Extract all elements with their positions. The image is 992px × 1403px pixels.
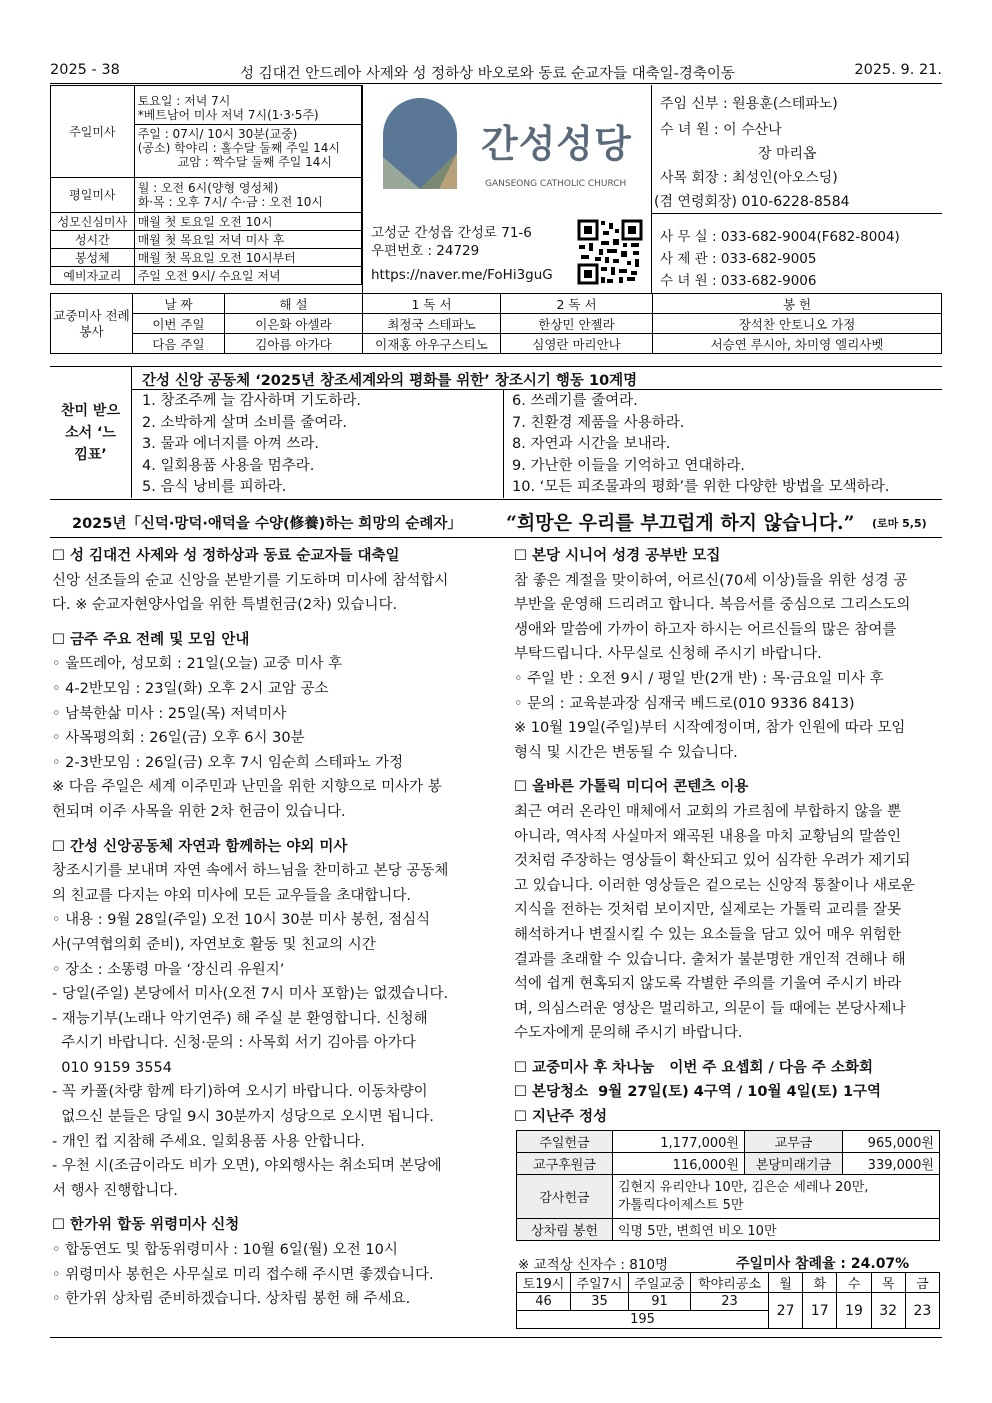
schedule-row-value: 매월 첫 토요일 오전 10시 (134, 213, 361, 231)
right-notices (514, 544, 942, 1130)
notice-line: ◦ 4-2반모임 : 23일(화) 오후 2시 교암 공소 (52, 680, 329, 697)
attendance-rate: 주일미사 참례율 : 24.07% (736, 1256, 910, 1272)
notice-line: - 꼭 카풀(차량 함께 타기)하여 오시기 바랍니다. 이동차량이 (52, 1084, 428, 1101)
notice-heading: ☐ 교중미사 후 차나눔 이번 주 요셉회 / 다음 주 소화회 (514, 1059, 874, 1076)
commandments-right: 6. 쓰레기를 줄여라. 7. 친환경 제품을 사용하라. 8. 자연과 시간을 보내라. 9. 가난한 이들을 기억하고 연대하라. 10. ‘모든 피조물과의 평화’를 위한 다양한 방법을 모색하라. (512, 393, 890, 496)
notice-line: 주시기 바랍니다. 신청·문의 : 사목회 서기 김아름 아가다 (52, 1035, 416, 1052)
notice-line: ◦ 울뜨레아, 성모회 : 21일(오늘) 교중 미사 후 (52, 656, 343, 673)
church-address: 고성군 간성읍 간성로 71-6 (371, 225, 532, 241)
schedule-row-value: 주일 오전 9시/ 수요일 저녁 (134, 267, 361, 285)
footer-rule (50, 1337, 942, 1338)
roster-header: 1 독 서 (363, 294, 501, 314)
hymn-label: 찬미 받으소서 ‘느낌표’ (50, 367, 132, 498)
notice-line: 의 친교를 다지는 야외 미사에 모든 교우들을 초대합니다. (52, 887, 412, 904)
schedule-row-label: 성모신심미사 (51, 213, 135, 231)
notice-heading: ☐ 본당 시니어 성경 공부반 모집 (514, 548, 721, 564)
notice-line: 부탁드립니다. 사무실로 신청해 주시기 바랍니다. (514, 646, 822, 663)
jubilee-quote: “희망은 우리를 부끄럽게 하지 않습니다.” (506, 512, 855, 534)
notice-line: 다. ※ 순교자현양사업을 위한 특별헌금(2차) 있습니다. (52, 597, 398, 614)
spacer (514, 765, 942, 775)
sisters: 수 녀 원 : 이 수산나 (660, 122, 782, 138)
notice-line: ◦ 합동연도 및 합동위령미사 : 10월 6일(월) 오전 10시 (52, 1242, 398, 1259)
notice-line: - 우천 시(조금이라도 비가 오면), 야외행사는 취소되며 본당에 (52, 1158, 442, 1175)
notice-line: ◦ 문의 : 교육분과장 심재국 베드로(010 9336 8413) (514, 695, 855, 712)
attendance-table: 토19시 주일7시 주일교중 학야리공소 월 화 수 목 금 46 35 91 23 27 17 19 32 23 195 (516, 1272, 940, 1329)
bulletin-header (50, 62, 942, 84)
notice-heading: ☐ 한가위 합동 위령미사 신청 (52, 1217, 240, 1234)
creation-commandments (50, 366, 942, 500)
sunday-mass-times: 토요일 : 저녁 7시 *베트남어 미사 저녁 7시(1·3·5주) 주일 : 07시/ 10시 30분(교중) (공소) 학야리 : 홀수달 둘째 주일 14시 교암 : 짝수달 둘째 주일 14시 (134, 86, 361, 178)
registered-count: ※ 교적상 신자수 : 810명 (518, 1257, 669, 1273)
table-row: 이번 주일 이은화 아셀라 최정국 스테파노 한상민 안젤라 장석찬 안토니오 가정 (51, 314, 942, 334)
church-url[interactable]: https://naver.me/FoHi3guG (371, 267, 553, 283)
notice-heading: ☐ 간성 신앙공동체 자연과 함께하는 야외 미사 (52, 838, 348, 855)
notice-line: ◦ 한가위 상차림 준비하겠습니다. 상차림 봉헌 해 주세요. (52, 1291, 411, 1308)
church-logo-area (362, 85, 652, 293)
liturgy-side-label: 교중미사 전례봉사 (51, 294, 133, 354)
notice-line: 형식 및 시간은 변동될 수 있습니다. (514, 744, 738, 761)
jubilee-banner (50, 504, 942, 538)
spacer (52, 1203, 482, 1213)
left-notices (52, 544, 482, 1312)
notice-line: - 재능기부(노래나 악기연주) 해 주실 분 환영합니다. 신청해 (52, 1010, 428, 1027)
office-phone: 사 무 실 : 033-682-9004(F682-8004) (660, 229, 900, 245)
council-president: 사목 회장 : 최성인(아오스딩) (660, 170, 838, 186)
weekday-mass-times: 월 : 오전 6시(양형 영성체) 화·목 : 오후 7시/ 수·금 : 오전 10시 (134, 178, 361, 213)
weekday-mass-label: 평일미사 (51, 178, 135, 213)
notice-heading: ☐ 올바른 가톨릭 미디어 콘텐츠 이용 (514, 779, 749, 796)
notice-line: ◦ 내용 : 9월 28일(주일) 오전 10시 30분 미사 봉헌, 점심식 (52, 912, 431, 929)
notice-line: ◦ 장소 : 소똥령 마을 ‘장신리 유원지’ (52, 961, 285, 978)
schedule-row-label: 봉성체 (51, 249, 135, 267)
notice-line: 창조시기를 보내며 자연 속에서 하느님을 찬미하고 본당 공동체 (52, 863, 449, 880)
notice-line: 없으신 분들은 당일 9시 30분까지 성당으로 오시면 됩니다. (52, 1109, 434, 1126)
notice-line: 해석하거나 변질시킬 수 있는 요소들을 담고 있어 매우 위험한 (514, 926, 902, 943)
notice-line: 최근 여러 온라인 매체에서 교회의 가르침에 부합하지 않을 뿐 (514, 803, 902, 820)
schedule-row-value: 매월 첫 목요일 오전 10시부터 (134, 249, 361, 267)
notice-line: 010 9159 3554 (52, 1059, 172, 1076)
notice-line: 참 좋은 계절을 맞이하여, 어르신(70세 이상)들을 위한 성경 공 (514, 572, 908, 589)
roster-header: 2 독 서 (501, 294, 653, 314)
notice-line: - 개인 컵 지참해 주세요. 일회용품 사용 안합니다. (52, 1133, 365, 1150)
schedule-row-label: 예비자교리 (51, 267, 135, 285)
notice-line: 헌되며 이주 사목을 위한 2차 헌금이 있습니다. (52, 803, 346, 820)
staff-info (652, 85, 942, 293)
notice-line: 것처럼 주장하는 영상들이 확산되고 있어 심각한 우려가 제기되 (514, 853, 911, 870)
notice-line: ◦ 위령미사 봉헌은 사무실로 미리 접수해 주시면 좋겠습니다. (52, 1266, 434, 1283)
rectory-phone: 사 제 관 : 033-682-9005 (660, 251, 817, 267)
jubilee-ref: (로마 5,5) (872, 517, 927, 530)
feast-title: 성 김대건 안드레아 사제와 성 정하상 바오로와 동료 순교자들 대축일-경축이동 (240, 66, 735, 82)
notice-line: ◦ 사목평의회 : 26일(금) 오후 6시 30분 (52, 730, 305, 747)
church-name-english: GANSEONG CATHOLIC CHURCH (485, 179, 627, 189)
roster-header: 해 설 (225, 294, 363, 314)
notice-line: 지식을 전하는 것처럼 보이지만, 실제로는 가톨릭 교리를 잘못 (514, 902, 902, 919)
notice-line: 생애와 말씀에 가까이 하고자 하시는 어르신들의 많은 참여를 (514, 621, 897, 638)
bulletin-date: 2025. 9. 21. (854, 62, 942, 78)
jubilee-theme: 2025년「신덕·망덕·애덕을 수양(修養)하는 희망의 순례자」 (72, 516, 462, 532)
notice-line: 아니라, 역사적 사실마저 왜곡된 내용을 마치 교황님의 말씀인 (514, 828, 902, 845)
notice-line: 사(구역협의회 준비), 자연보호 활동 및 친교의 시간 (52, 936, 376, 953)
notice-line: 신앙 선조들의 순교 신앙을 본받기를 기도하며 미사에 참석합시 (52, 572, 449, 589)
roster-header: 봉 헌 (653, 294, 942, 314)
schedule-row-value: 매월 첫 목요일 저녁 미사 후 (134, 231, 361, 249)
notice-line: 고 있습니다. 이러한 영상들은 겉으로는 신앙적 통찰이나 새로운 (514, 877, 916, 894)
spacer (52, 825, 482, 835)
issue-number: 2025 - 38 (50, 62, 120, 78)
church-name: 간성성당 (481, 122, 632, 166)
roster-header: 날 짜 (133, 294, 225, 314)
mass-schedule-table (50, 85, 362, 285)
commandments-left: 1. 창조주께 늘 감사하며 기도하라. 2. 소박하게 살며 소비를 줄여라. 3. 물과 에너지를 아껴 쓰라. 4. 일회용품 사용을 멈추라. 5. 음식 낭비를 피하라. (142, 393, 361, 496)
sunday-mass-label: 주일미사 (51, 86, 135, 178)
notice-line: 수도자에게 문의해 주시기 바랍니다. (514, 1025, 743, 1042)
liturgy-roster-table (50, 293, 942, 354)
spacer (52, 618, 482, 628)
notice-line: 서 행사 진행합니다. (52, 1182, 178, 1199)
notice-line: 부반을 운영해 드리려고 합니다. 복음서를 중심으로 그리스도의 (514, 597, 911, 614)
notice-line: ◦ 남북한삶 미사 : 25일(목) 저녁미사 (52, 705, 287, 722)
notice-line: ※ 10월 19일(주일)부터 시작예정이며, 참가 인원에 따라 모임 (514, 720, 906, 737)
notice-heading: ☐ 본당청소 9월 27일(토) 4구역 / 10월 4일(토) 1구역 (514, 1084, 882, 1101)
commandments-title: 간성 신앙 공동체 ‘2025년 창조세계와의 평화를 위한’ 창조시기 행동 10계명 (142, 373, 638, 389)
notice-line: 석에 쉽게 현혹되지 않도록 각별한 주의를 기울여 주시기 바라 (514, 976, 902, 993)
spacer (514, 1046, 942, 1056)
notice-heading: ☐ 성 김대건 사제와 성 정하상과 동료 순교자들 대축일 (52, 548, 400, 564)
notice-line: - 당일(주일) 본당에서 미사(오전 7시 미사 포함)는 없겠습니다. (52, 986, 449, 1003)
schedule-row-label: 성시간 (51, 231, 135, 249)
notice-line: ◦ 2-3반모임 : 26일(금) 오후 7시 임순희 스테파노 가정 (52, 754, 404, 771)
convent-phone: 수 녀 원 : 033-682-9006 (660, 273, 817, 289)
notice-heading: ☐ 금주 주요 전례 및 모임 안내 (52, 631, 250, 648)
notice-line: ※ 다음 주일은 세계 이주민과 난민을 위한 지향으로 미사가 봉 (52, 779, 442, 796)
notice-line: 며, 의심스러운 영상은 멀리하고, 의문이 들 때에는 본당사제나 (514, 1000, 906, 1017)
table-row: 다음 주일 김아름 아가다 이재홍 아우구스티노 심영란 마리안나 서승연 루시아, 차미영 엘리사벳 (51, 334, 942, 354)
notice-line: ◦ 주일 반 : 오전 9시 / 평일 반(2개 반) : 목·금요일 미사 후 (514, 670, 884, 687)
council-phone: (겸 연령회장) 010-6228-8584 (654, 194, 850, 210)
notice-line: 결과를 초래할 수 있습니다. 출처가 불분명한 개인적 견해나 해 (514, 951, 906, 968)
postal-code: 우편번호 : 24729 (371, 243, 480, 259)
qr-code-icon[interactable] (577, 219, 643, 285)
church-logo-icon (379, 93, 461, 189)
offering-table: 주일헌금 1,177,000원 교무금 965,000원 교구후원금 116,000원 본당미래기금 339,000원 감사헌금 김현지 유리안나 10만, 김은순 세레나 20만, 가톨릭다이제스트 5만 상차림 봉헌 익명 5만, 변희연 비오 10만 (516, 1130, 940, 1241)
sister-2: 장 마리옵 (758, 146, 817, 162)
notice-heading: ☐ 지난주 정성 (514, 1109, 608, 1126)
pastor: 주임 신부 : 원용훈(스테파노) (660, 96, 838, 112)
